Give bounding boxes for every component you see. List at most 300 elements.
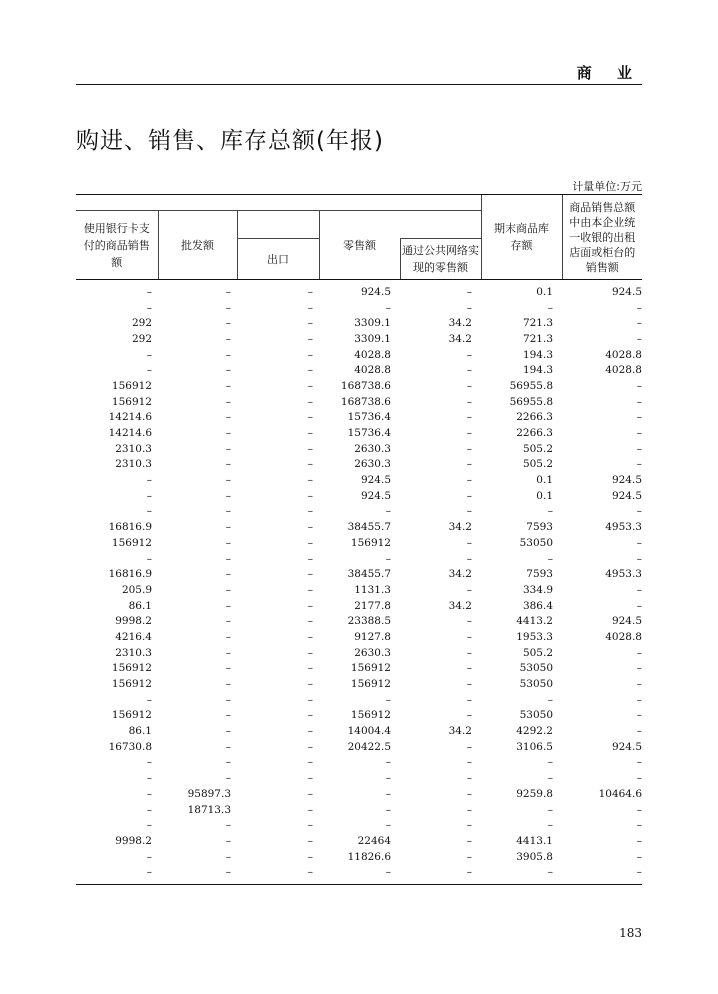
cell-inventory: 4292.2 <box>516 725 553 738</box>
cell-export: – <box>307 568 313 581</box>
cell-unified-cashier-sales: – <box>636 709 642 722</box>
cell-bank-card-sales: 14214.6 <box>108 411 152 424</box>
cell-inventory: – <box>547 301 553 314</box>
cell-export: – <box>307 427 313 440</box>
cell-export: – <box>307 787 313 800</box>
cell-retail: 9127.8 <box>354 630 391 643</box>
cell-retail: 2630.3 <box>354 646 391 659</box>
cell-retail: 924.5 <box>360 474 391 487</box>
cell-inventory: 4413.1 <box>516 834 553 847</box>
cell-retail: 156912 <box>350 662 391 675</box>
cell-wholesale: – <box>225 740 231 753</box>
cell-inventory: 0.1 <box>536 489 553 502</box>
cell-online-retail: – <box>466 819 472 832</box>
cell-bank-card-sales: 156912 <box>111 379 152 392</box>
table-header <box>76 195 642 280</box>
cell-unified-cashier-sales: – <box>636 552 642 565</box>
cell-export: – <box>307 615 313 628</box>
cell-inventory: – <box>547 756 553 769</box>
cell-unified-cashier-sales: 10464.6 <box>598 787 642 800</box>
cell-retail: 2177.8 <box>354 599 391 612</box>
cell-wholesale: – <box>225 521 231 534</box>
cell-bank-card-sales: 156912 <box>111 395 152 408</box>
table-row <box>76 864 642 880</box>
cell-online-retail: – <box>466 866 472 879</box>
col-header-online-retail: 通过公共网络实现的零售额 <box>400 239 481 280</box>
cell-unified-cashier-sales: – <box>636 662 642 675</box>
cell-retail: 2630.3 <box>354 442 391 455</box>
cell-inventory: 721.3 <box>522 317 553 330</box>
cell-export: – <box>307 285 313 298</box>
cell-inventory: 53050 <box>519 662 553 675</box>
cell-unified-cashier-sales: – <box>636 379 642 392</box>
cell-inventory: – <box>547 772 553 785</box>
table-row <box>76 661 642 677</box>
cell-wholesale: – <box>225 489 231 502</box>
cell-inventory: 3106.5 <box>516 740 553 753</box>
cell-bank-card-sales: – <box>146 772 152 785</box>
table-row <box>76 739 642 755</box>
cell-inventory: 334.9 <box>522 583 553 596</box>
cell-unified-cashier-sales: – <box>636 678 642 691</box>
cell-online-retail: – <box>466 285 472 298</box>
cell-inventory: – <box>547 819 553 832</box>
cell-export: – <box>307 725 313 738</box>
cell-inventory: 4413.2 <box>516 615 553 628</box>
cell-bank-card-sales: 14214.6 <box>108 427 152 440</box>
cell-unified-cashier-sales: – <box>636 427 642 440</box>
cell-retail: – <box>385 301 391 314</box>
cell-bank-card-sales: 86.1 <box>128 599 152 612</box>
cell-wholesale: – <box>225 772 231 785</box>
cell-wholesale: – <box>225 850 231 863</box>
cell-export: – <box>307 693 313 706</box>
cell-unified-cashier-sales: – <box>636 442 642 455</box>
cell-unified-cashier-sales: 4028.8 <box>605 630 642 643</box>
cell-bank-card-sales: – <box>146 285 152 298</box>
cell-retail: – <box>385 803 391 816</box>
col-header-inventory: 期末商品库存额 <box>481 195 562 280</box>
cell-unified-cashier-sales: 924.5 <box>611 285 642 298</box>
cell-wholesale: – <box>225 379 231 392</box>
cell-bank-card-sales: – <box>146 301 152 314</box>
table-row <box>76 457 642 473</box>
cell-retail: – <box>385 505 391 518</box>
cell-unified-cashier-sales: – <box>636 301 642 314</box>
cell-unified-cashier-sales: – <box>636 505 642 518</box>
cell-inventory: – <box>547 552 553 565</box>
col-header-bank-card-sales: 使用银行卡支付的商品销售额 <box>76 211 158 280</box>
table-row <box>76 535 642 551</box>
cell-unified-cashier-sales: – <box>636 819 642 832</box>
cell-export: – <box>307 740 313 753</box>
cell-bank-card-sales: 2310.3 <box>115 458 152 471</box>
cell-online-retail: – <box>466 662 472 675</box>
cell-online-retail: – <box>466 834 472 847</box>
cell-export: – <box>307 803 313 816</box>
table-row <box>76 394 642 410</box>
cell-wholesale: – <box>225 819 231 832</box>
cell-inventory: 2266.3 <box>516 427 553 440</box>
cell-online-retail: 34.2 <box>448 332 472 345</box>
cell-export: – <box>307 301 313 314</box>
cell-export: – <box>307 583 313 596</box>
col-header-wholesale: 批发额 <box>158 211 237 280</box>
unit-label: 计量单位:万元 <box>572 180 642 193</box>
cell-bank-card-sales: – <box>146 787 152 800</box>
cell-retail: 168738.6 <box>340 395 391 408</box>
cell-online-retail: 34.2 <box>448 725 472 738</box>
table-row <box>76 362 642 378</box>
cell-online-retail: – <box>466 427 472 440</box>
cell-online-retail: – <box>466 740 472 753</box>
cell-retail: – <box>385 787 391 800</box>
cell-bank-card-sales: 156912 <box>111 662 152 675</box>
cell-export: – <box>307 850 313 863</box>
cell-export: – <box>307 819 313 832</box>
cell-retail: 1131.3 <box>354 583 391 596</box>
table-row <box>76 598 642 614</box>
cell-unified-cashier-sales: 924.5 <box>611 489 642 502</box>
cell-inventory: 505.2 <box>522 442 553 455</box>
cell-online-retail: – <box>466 552 472 565</box>
cell-wholesale: – <box>225 395 231 408</box>
cell-online-retail: 34.2 <box>448 317 472 330</box>
cell-wholesale: – <box>225 552 231 565</box>
cell-inventory: 0.1 <box>536 474 553 487</box>
table-row <box>76 629 642 645</box>
table-row <box>76 755 642 771</box>
cell-inventory: 2266.3 <box>516 411 553 424</box>
cell-online-retail: – <box>466 850 472 863</box>
cell-wholesale: – <box>225 348 231 361</box>
header-rule <box>76 84 642 85</box>
cell-inventory: 7593 <box>526 521 553 534</box>
cell-wholesale: – <box>225 427 231 440</box>
cell-online-retail: 34.2 <box>448 521 472 534</box>
cell-bank-card-sales: 2310.3 <box>115 442 152 455</box>
cell-export: – <box>307 709 313 722</box>
cell-retail: – <box>385 552 391 565</box>
cell-bank-card-sales: 4216.4 <box>115 630 152 643</box>
table-row <box>76 315 642 331</box>
col-header-export: 出口 <box>237 239 319 280</box>
cell-wholesale: – <box>225 693 231 706</box>
cell-inventory: – <box>547 505 553 518</box>
header-spacer-7 <box>400 211 481 239</box>
cell-bank-card-sales: 156912 <box>111 709 152 722</box>
data-table-container <box>76 194 642 880</box>
table-row <box>76 613 642 629</box>
cell-bank-card-sales: – <box>146 474 152 487</box>
data-table <box>76 194 642 880</box>
cell-online-retail: – <box>466 709 472 722</box>
cell-wholesale: – <box>225 646 231 659</box>
table-row <box>76 786 642 802</box>
table-row <box>76 833 642 849</box>
cell-online-retail: 34.2 <box>448 599 472 612</box>
cell-online-retail: – <box>466 474 472 487</box>
cell-unified-cashier-sales: – <box>636 866 642 879</box>
cell-online-retail: – <box>466 756 472 769</box>
header-spacer-3 <box>237 195 319 211</box>
table-row <box>76 566 642 582</box>
cell-wholesale: – <box>225 866 231 879</box>
cell-bank-card-sales: – <box>146 489 152 502</box>
header-spacer-1 <box>76 195 158 211</box>
cell-unified-cashier-sales: – <box>636 772 642 785</box>
cell-wholesale: 95897.3 <box>187 787 231 800</box>
cell-inventory: 194.3 <box>522 348 553 361</box>
cell-wholesale: – <box>225 364 231 377</box>
cell-wholesale: – <box>225 411 231 424</box>
table-row <box>76 551 642 567</box>
header-spacer-5 <box>400 195 481 211</box>
cell-unified-cashier-sales: – <box>636 725 642 738</box>
table-row <box>76 280 642 300</box>
cell-bank-card-sales: 9998.2 <box>115 615 152 628</box>
cell-retail: 168738.6 <box>340 379 391 392</box>
col-header-retail: 零售额 <box>319 211 400 280</box>
cell-unified-cashier-sales: – <box>636 458 642 471</box>
table-row <box>76 676 642 692</box>
cell-retail: – <box>385 756 391 769</box>
cell-inventory: 53050 <box>519 709 553 722</box>
cell-wholesale: – <box>225 756 231 769</box>
cell-export: – <box>307 442 313 455</box>
table-row <box>76 378 642 394</box>
cell-bank-card-sales: – <box>146 819 152 832</box>
cell-online-retail: – <box>466 489 472 502</box>
cell-unified-cashier-sales: 4953.3 <box>605 521 642 534</box>
cell-retail: 156912 <box>350 678 391 691</box>
cell-retail: – <box>385 819 391 832</box>
header-spacer-6 <box>237 211 319 239</box>
cell-bank-card-sales: – <box>146 552 152 565</box>
cell-online-retail: – <box>466 646 472 659</box>
cell-retail: 11826.6 <box>347 850 391 863</box>
cell-wholesale: – <box>225 615 231 628</box>
cell-online-retail: – <box>466 348 472 361</box>
cell-retail: 924.5 <box>360 489 391 502</box>
cell-bank-card-sales: 2310.3 <box>115 646 152 659</box>
cell-export: – <box>307 521 313 534</box>
cell-export: – <box>307 505 313 518</box>
cell-inventory: 505.2 <box>522 458 553 471</box>
cell-wholesale: – <box>225 505 231 518</box>
cell-inventory: 53050 <box>519 536 553 549</box>
cell-unified-cashier-sales: – <box>636 332 642 345</box>
cell-export: – <box>307 536 313 549</box>
cell-unified-cashier-sales: – <box>636 834 642 847</box>
cell-inventory: – <box>547 866 553 879</box>
cell-online-retail: – <box>466 536 472 549</box>
cell-retail: 23388.5 <box>347 615 391 628</box>
table-row <box>76 504 642 520</box>
cell-export: – <box>307 411 313 424</box>
cell-wholesale: – <box>225 662 231 675</box>
cell-export: – <box>307 379 313 392</box>
cell-wholesale: – <box>225 317 231 330</box>
cell-unified-cashier-sales: – <box>636 395 642 408</box>
cell-bank-card-sales: 16730.8 <box>108 740 152 753</box>
cell-retail: 4028.8 <box>354 364 391 377</box>
cell-bank-card-sales: 86.1 <box>128 725 152 738</box>
cell-wholesale: – <box>225 301 231 314</box>
cell-wholesale: – <box>225 599 231 612</box>
cell-online-retail: – <box>466 458 472 471</box>
cell-bank-card-sales: – <box>146 348 152 361</box>
cell-online-retail: – <box>466 301 472 314</box>
cell-inventory: 56955.8 <box>509 395 553 408</box>
cell-bank-card-sales: 205.9 <box>121 583 152 596</box>
cell-unified-cashier-sales: 924.5 <box>611 615 642 628</box>
cell-inventory: – <box>547 693 553 706</box>
cell-unified-cashier-sales: 4953.3 <box>605 568 642 581</box>
cell-export: – <box>307 630 313 643</box>
cell-unified-cashier-sales: 924.5 <box>611 474 642 487</box>
cell-retail: 15736.4 <box>347 427 391 440</box>
table-row <box>76 425 642 441</box>
cell-unified-cashier-sales: – <box>636 850 642 863</box>
cell-online-retail: – <box>466 678 472 691</box>
cell-bank-card-sales: – <box>146 756 152 769</box>
table-bottom-rule <box>76 884 642 885</box>
cell-unified-cashier-sales: – <box>636 803 642 816</box>
cell-online-retail: – <box>466 583 472 596</box>
cell-online-retail: – <box>466 772 472 785</box>
cell-retail: 38455.7 <box>347 568 391 581</box>
cell-online-retail: – <box>466 787 472 800</box>
table-row <box>76 410 642 426</box>
cell-retail: 2630.3 <box>354 458 391 471</box>
cell-online-retail: – <box>466 803 472 816</box>
cell-online-retail: – <box>466 364 472 377</box>
cell-bank-card-sales: 16816.9 <box>108 568 152 581</box>
cell-online-retail: – <box>466 442 472 455</box>
cell-wholesale: 18713.3 <box>187 803 231 816</box>
table-row <box>76 817 642 833</box>
cell-online-retail: – <box>466 411 472 424</box>
cell-retail: 15736.4 <box>347 411 391 424</box>
cell-online-retail: – <box>466 630 472 643</box>
cell-inventory: 0.1 <box>536 285 553 298</box>
cell-retail: 22464 <box>357 834 391 847</box>
cell-export: – <box>307 756 313 769</box>
cell-bank-card-sales: – <box>146 693 152 706</box>
cell-inventory: 56955.8 <box>509 379 553 392</box>
cell-retail: 156912 <box>350 709 391 722</box>
cell-export: – <box>307 317 313 330</box>
table-row <box>76 519 642 535</box>
cell-bank-card-sales: 292 <box>131 317 152 330</box>
cell-inventory: 9259.8 <box>516 787 553 800</box>
cell-inventory: – <box>547 803 553 816</box>
cell-export: – <box>307 364 313 377</box>
table-row <box>76 347 642 363</box>
cell-wholesale: – <box>225 725 231 738</box>
cell-bank-card-sales: – <box>146 866 152 879</box>
table-row <box>76 488 642 504</box>
table-row <box>76 472 642 488</box>
cell-online-retail: – <box>466 615 472 628</box>
cell-retail: 3309.1 <box>354 332 391 345</box>
header-spacer-4 <box>319 195 400 211</box>
cell-inventory: 194.3 <box>522 364 553 377</box>
cell-unified-cashier-sales: – <box>636 317 642 330</box>
cell-unified-cashier-sales: 924.5 <box>611 740 642 753</box>
cell-export: – <box>307 474 313 487</box>
cell-bank-card-sales: 156912 <box>111 536 152 549</box>
cell-unified-cashier-sales: – <box>636 536 642 549</box>
cell-retail: – <box>385 866 391 879</box>
cell-wholesale: – <box>225 474 231 487</box>
cell-unified-cashier-sales: – <box>636 693 642 706</box>
table-row <box>76 645 642 661</box>
table-row <box>76 441 642 457</box>
page-number: 183 <box>619 926 642 940</box>
cell-inventory: 505.2 <box>522 646 553 659</box>
cell-inventory: 721.3 <box>522 332 553 345</box>
cell-wholesale: – <box>225 332 231 345</box>
cell-wholesale: – <box>225 458 231 471</box>
cell-retail: 14004.4 <box>347 725 391 738</box>
cell-unified-cashier-sales: – <box>636 646 642 659</box>
cell-export: – <box>307 395 313 408</box>
table-row <box>76 802 642 818</box>
cell-retail: 3309.1 <box>354 317 391 330</box>
cell-export: – <box>307 834 313 847</box>
cell-inventory: 386.4 <box>522 599 553 612</box>
cell-wholesale: – <box>225 442 231 455</box>
cell-bank-card-sales: – <box>146 505 152 518</box>
cell-retail: 4028.8 <box>354 348 391 361</box>
cell-bank-card-sales: – <box>146 364 152 377</box>
cell-online-retail: 34.2 <box>448 568 472 581</box>
cell-export: – <box>307 552 313 565</box>
cell-unified-cashier-sales: – <box>636 599 642 612</box>
cell-export: – <box>307 772 313 785</box>
table-row <box>76 331 642 347</box>
cell-retail: 924.5 <box>360 285 391 298</box>
cell-online-retail: – <box>466 693 472 706</box>
cell-bank-card-sales: – <box>146 850 152 863</box>
cell-export: – <box>307 489 313 502</box>
cell-export: – <box>307 866 313 879</box>
cell-retail: – <box>385 772 391 785</box>
cell-export: – <box>307 662 313 675</box>
cell-wholesale: – <box>225 709 231 722</box>
cell-unified-cashier-sales: 4028.8 <box>605 348 642 361</box>
cell-wholesale: – <box>225 568 231 581</box>
table-body <box>76 280 642 881</box>
cell-retail: 156912 <box>350 536 391 549</box>
cell-wholesale: – <box>225 583 231 596</box>
cell-inventory: 1953.3 <box>516 630 553 643</box>
cell-wholesale: – <box>225 285 231 298</box>
cell-export: – <box>307 332 313 345</box>
cell-bank-card-sales: 16816.9 <box>108 521 152 534</box>
cell-bank-card-sales: 292 <box>131 332 152 345</box>
cell-bank-card-sales: – <box>146 803 152 816</box>
table-row <box>76 770 642 786</box>
cell-unified-cashier-sales: – <box>636 756 642 769</box>
table-row <box>76 708 642 724</box>
header-spacer-2 <box>158 195 237 211</box>
cell-inventory: 3905.8 <box>516 850 553 863</box>
cell-wholesale: – <box>225 834 231 847</box>
table-row <box>76 849 642 865</box>
